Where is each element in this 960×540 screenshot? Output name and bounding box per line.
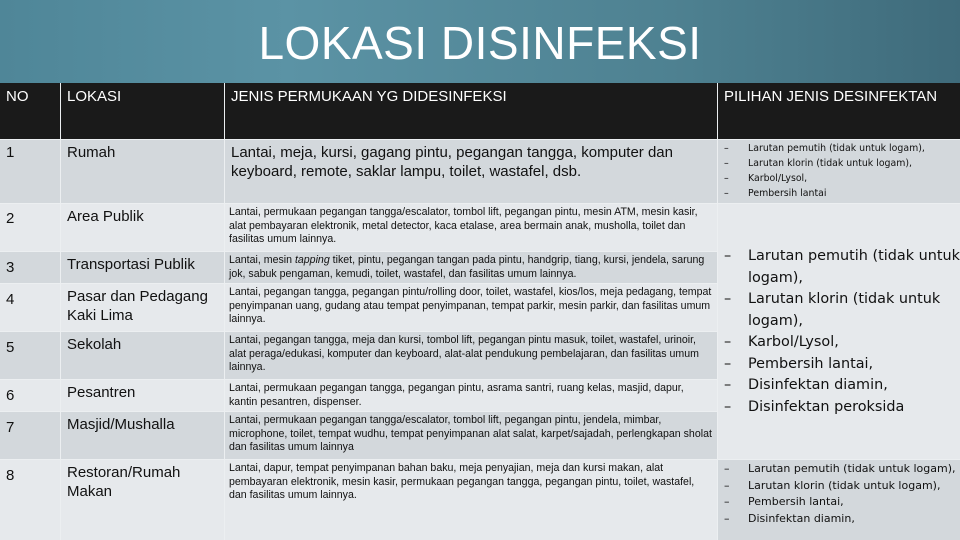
row-jenis: Lantai, meja, kursi, gagang pintu, pegangan tangga, komputer dan keyboard, remote, saklar lampu, toilet, wastafel, dsb. (225, 140, 717, 203)
row-no: 2 (0, 204, 60, 251)
disinfectant-list (718, 141, 960, 201)
header-no: NO (0, 83, 60, 139)
row-no: 5 (0, 332, 60, 379)
disinfectant-item: – Pembersih lantai (718, 186, 960, 201)
jenis-text: tiket, pintu, pegangan tangan pada pintu, handgrip, tiang, kursi, jendela, sarung jok, sabuk pengaman, kemudi, toilet, wastafel, dan fasilitas umum lainnya. (229, 254, 705, 280)
page-title: LOKASI DISINFEKSI (258, 17, 702, 69)
pilihan-cell-merged (718, 204, 960, 459)
disinfectant-item: – Larutan pemutih (tidak untuk logam), (718, 141, 960, 156)
disinfectant-item: – Karbol/Lysol, (718, 332, 960, 354)
row-lokasi: Restoran/Rumah Makan (61, 460, 224, 540)
disinfectant-item: – Disinfektan diamin, (718, 375, 960, 397)
row-no: 3 (0, 252, 60, 283)
header-pilihan: PILIHAN JENIS DESINFEKTAN (718, 83, 960, 139)
disinfectant-item: – Larutan pemutih (tidak untuk logam), (718, 246, 960, 289)
row-lokasi: Sekolah (61, 332, 224, 379)
row-lokasi: Area Publik (61, 204, 224, 251)
row-jenis: Lantai, permukaan pegangan tangga/escalator, tombol lift, pegangan pintu, jendela, mimbar, microphone, toilet, tempat wudhu, tempat penyimpanan alat salat, karpet/sajadah, perlengkapan sholat dan fasilitas umum lainnya (225, 412, 717, 459)
disinfectant-item: – Pembersih lantai, (718, 354, 960, 376)
row-jenis: Lantai, permukaan pegangan tangga, pegangan pintu, asrama santri, ruang kelas, masjid, dapur, kantin pesantren, dispenser. (225, 380, 717, 411)
disinfectant-item: – Disinfektan peroksida (718, 397, 960, 419)
jenis-text: Lantai, mesin (229, 254, 295, 266)
disinfectant-list (718, 461, 960, 527)
row-lokasi: Masjid/Mushalla (61, 412, 224, 459)
row-lokasi: Pasar dan Pedagang Kaki Lima (61, 284, 224, 331)
row-no: 6 (0, 380, 60, 411)
disinfectant-item: – Larutan klorin (tidak untuk logam), (718, 478, 960, 495)
disinfectant-item: – Disinfektan diamin, (718, 511, 960, 528)
row-lokasi: Rumah (61, 140, 224, 203)
row-lokasi: Transportasi Publik (61, 252, 224, 283)
header-lokasi: LOKASI (61, 83, 224, 139)
disinfectant-list (718, 246, 960, 418)
row-no: 8 (0, 460, 60, 540)
row-no: 4 (0, 284, 60, 331)
pilihan-cell-restoran (718, 460, 960, 540)
row-lokasi: Pesantren (61, 380, 224, 411)
row-jenis (225, 252, 717, 283)
row-jenis: Lantai, pegangan tangga, meja dan kursi, tombol lift, pegangan pintu masuk, toilet, wastafel, urinoir, alat peraga/edukasi, komputer dan keyboard, alat-alat pendukung pembelajaran, dan fasilitas umum lainnya. (225, 332, 717, 379)
disinfectant-item: – Larutan klorin (tidak untuk logam), (718, 289, 960, 332)
disinfectant-item: – Karbol/Lysol, (718, 171, 960, 186)
row-jenis: Lantai, permukaan pegangan tangga/escalator, tombol lift, pegangan pintu, mesin ATM, mesin kasir, alat pembayaran elektronik, metal detector, kaca etalase, area bermain anak, musholla, toilet dan fasilitas umum lainnya. (225, 204, 717, 251)
jenis-italic-text: tapping (294, 254, 330, 266)
row-jenis: Lantai, dapur, tempat penyimpanan bahan baku, meja penyajian, meja dan kursi makan, alat pembayaran elektronik, mesin kasir, permukaan pegangan tangga, pegangan pintu, toilet, wastafel, dan fasilitas umum lainnya. (225, 460, 717, 540)
disinfectant-item: – Pembersih lantai, (718, 494, 960, 511)
disinfectant-item: – Larutan klorin (tidak untuk logam), (718, 156, 960, 171)
row-jenis: Lantai, pegangan tangga, pegangan pintu/rolling door, toilet, wastafel, kios/los, meja pedagang, tempat penyimpanan uang, gudang atau tempat penyimpanan, tempat parkir, mesin parkir, dan fasilitas umum lainnya. (225, 284, 717, 331)
disinfectant-item: – Larutan pemutih (tidak untuk logam), (718, 461, 960, 478)
header-jenis: JENIS PERMUKAAN YG DIDESINFEKSI (225, 83, 717, 139)
row-no: 7 (0, 412, 60, 459)
pilihan-cell-rumah (718, 140, 960, 203)
row-no: 1 (0, 140, 60, 203)
